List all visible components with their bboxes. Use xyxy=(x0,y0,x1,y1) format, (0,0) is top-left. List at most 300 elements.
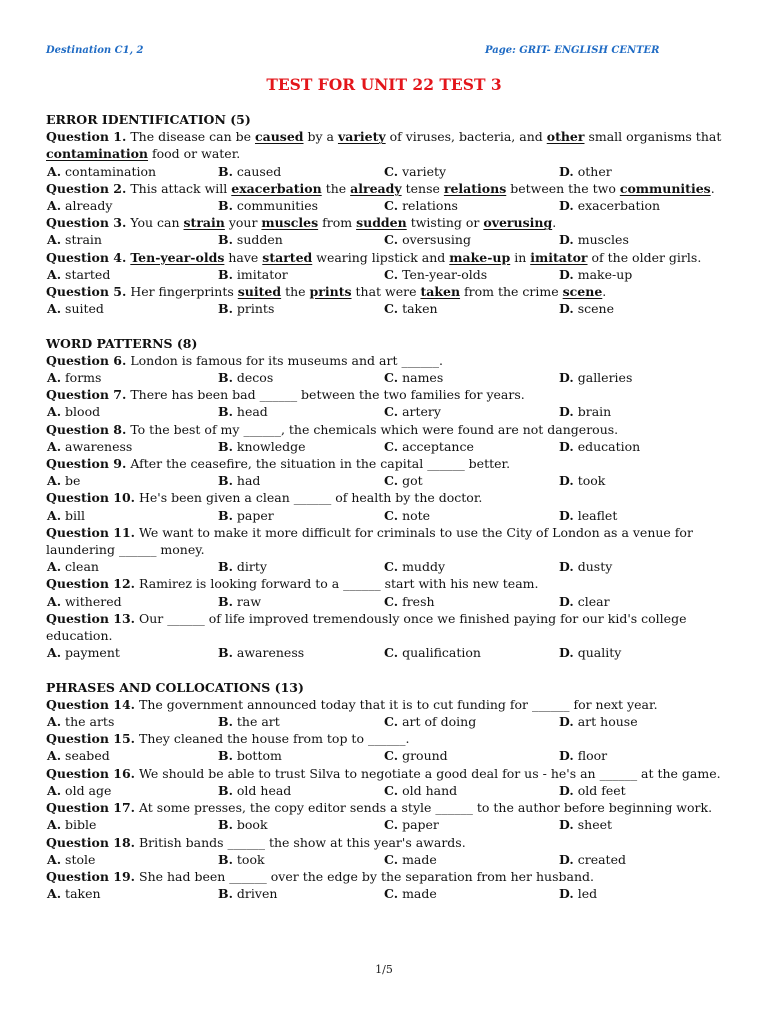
question-number: Question 6. xyxy=(46,352,127,368)
question-item xyxy=(46,730,728,764)
question-item xyxy=(46,524,728,576)
option-letter: A. xyxy=(47,886,62,902)
option-text: muscles xyxy=(577,232,629,248)
underlined-word: strain xyxy=(183,215,225,231)
option-letter: C. xyxy=(384,232,399,248)
option-text: make-up xyxy=(577,266,633,282)
question-fragment: of viruses, bacteria, and xyxy=(385,129,547,145)
option-a xyxy=(47,593,218,610)
option-text: fresh xyxy=(402,593,435,609)
question-item xyxy=(46,249,728,283)
question-item xyxy=(46,455,728,489)
answer-options xyxy=(46,593,728,610)
question-item xyxy=(46,575,728,609)
question-number: Question 7. xyxy=(46,387,127,403)
option-letter: A. xyxy=(47,645,62,661)
option-d xyxy=(559,507,728,524)
option-letter: A. xyxy=(47,163,62,179)
option-b xyxy=(218,472,384,489)
option-text: acceptance xyxy=(402,438,474,454)
underlined-word: already xyxy=(350,180,402,196)
option-letter: D. xyxy=(559,559,574,575)
question-number: Question 18. xyxy=(46,834,136,850)
option-d xyxy=(559,369,728,386)
question-number: Question 4. xyxy=(46,249,127,265)
question-fragment: tense xyxy=(401,180,444,196)
question-fragment: . xyxy=(552,215,557,231)
question-number: Question 16. xyxy=(46,765,136,781)
option-text: started xyxy=(65,266,111,282)
option-text: payment xyxy=(65,645,120,661)
option-text: taken xyxy=(402,301,438,317)
option-text: old feet xyxy=(577,782,626,798)
option-letter: B. xyxy=(218,714,233,730)
option-text: got xyxy=(402,473,423,489)
option-d xyxy=(559,885,728,902)
question-fragment: They cleaned the house from top to ______. xyxy=(139,731,410,747)
option-text: seabed xyxy=(65,748,110,764)
question-text xyxy=(46,730,728,747)
option-text: qualification xyxy=(402,645,481,661)
option-letter: B. xyxy=(218,782,233,798)
option-letter: D. xyxy=(559,645,574,661)
option-text: old age xyxy=(65,782,112,798)
option-a xyxy=(47,163,218,180)
option-b xyxy=(218,644,384,661)
option-text: names xyxy=(402,370,444,386)
option-c xyxy=(384,747,559,764)
option-text: leaflet xyxy=(577,507,618,523)
option-text: had xyxy=(236,473,261,489)
question-fragment: your xyxy=(224,215,262,231)
option-c xyxy=(384,593,559,610)
option-letter: D. xyxy=(559,232,574,248)
question-item xyxy=(46,610,728,662)
option-a xyxy=(47,782,218,799)
option-text: head xyxy=(236,404,268,420)
option-d xyxy=(559,472,728,489)
header-center-name: Page: GRIT- ENGLISH CENTER xyxy=(485,45,660,56)
question-number: Question 15. xyxy=(46,731,136,747)
question-text xyxy=(46,524,728,558)
option-letter: B. xyxy=(218,817,233,833)
section-heading: ERROR IDENTIFICATION (5) xyxy=(46,112,251,127)
option-letter: C. xyxy=(384,370,399,386)
option-letter: A. xyxy=(47,404,62,420)
option-a xyxy=(47,438,218,455)
option-letter: A. xyxy=(47,559,62,575)
option-c xyxy=(384,300,559,317)
option-letter: C. xyxy=(384,404,399,420)
question-item xyxy=(46,765,728,799)
question-item xyxy=(46,128,728,180)
question-fragment: Ramirez is looking forward to a ______ start with his new team. xyxy=(139,576,539,592)
option-text: note xyxy=(402,507,431,523)
option-b xyxy=(218,197,384,214)
option-b xyxy=(218,558,384,575)
option-text: suited xyxy=(65,301,104,317)
option-a xyxy=(47,816,218,833)
option-text: floor xyxy=(577,748,608,764)
option-text: artery xyxy=(402,404,441,420)
option-letter: A. xyxy=(47,198,62,214)
section-heading: PHRASES AND COLLOCATIONS (13) xyxy=(46,679,304,695)
option-letter: D. xyxy=(559,163,574,179)
answer-options xyxy=(46,369,728,386)
option-letter: D. xyxy=(559,301,574,317)
option-text: the art xyxy=(236,714,280,730)
option-letter: B. xyxy=(218,886,233,902)
question-number: Question 11. xyxy=(46,524,136,540)
question-fragment: We want to make it more difficult for criminals to use the City of London as a venue for laundering ______ money. xyxy=(46,524,693,558)
underlined-word: contamination xyxy=(46,146,149,162)
option-letter: C. xyxy=(384,473,399,489)
question-text xyxy=(46,180,728,197)
answer-options xyxy=(46,713,728,730)
option-letter: C. xyxy=(384,817,399,833)
underlined-word: started xyxy=(262,249,313,265)
option-text: bible xyxy=(65,817,97,833)
option-c xyxy=(384,644,559,661)
option-c xyxy=(384,197,559,214)
option-b xyxy=(218,231,384,248)
option-letter: D. xyxy=(559,886,574,902)
question-fragment: small organisms that xyxy=(584,129,722,145)
option-letter: A. xyxy=(47,817,62,833)
option-text: ground xyxy=(402,748,448,764)
option-text: muddy xyxy=(402,559,446,575)
option-text: stole xyxy=(65,851,96,867)
option-letter: C. xyxy=(384,438,399,454)
question-number: Question 1. xyxy=(46,129,127,145)
question-fragment: He's been given a clean ______ of health by the doctor. xyxy=(139,490,483,506)
question-fragment: between the two xyxy=(506,180,620,196)
option-a xyxy=(47,403,218,420)
option-c xyxy=(384,438,559,455)
question-fragment: London is famous for its museums and art ______. xyxy=(130,352,443,368)
option-letter: C. xyxy=(384,782,399,798)
question-item xyxy=(46,868,728,902)
question-fragment: She had been ______ over the edge by the separation from her husband. xyxy=(139,868,594,884)
underlined-word: variety xyxy=(337,129,386,145)
option-a xyxy=(47,300,218,317)
underlined-word: communities xyxy=(619,180,711,196)
option-d xyxy=(559,403,728,420)
option-d xyxy=(559,747,728,764)
option-letter: D. xyxy=(559,507,574,523)
underlined-word: overusing xyxy=(483,215,553,231)
option-letter: A. xyxy=(47,370,62,386)
question-number: Question 12. xyxy=(46,576,136,592)
option-b xyxy=(218,369,384,386)
option-a xyxy=(47,231,218,248)
question-fragment: from the crime xyxy=(460,284,563,300)
option-letter: D. xyxy=(559,782,574,798)
option-letter: C. xyxy=(384,301,399,317)
option-text: contamination xyxy=(65,163,157,179)
option-b xyxy=(218,403,384,420)
option-text: exacerbation xyxy=(577,198,661,214)
option-letter: B. xyxy=(218,645,233,661)
option-letter: D. xyxy=(559,198,574,214)
option-d xyxy=(559,558,728,575)
option-a xyxy=(47,885,218,902)
option-text: the arts xyxy=(65,714,115,730)
question-fragment: food or water. xyxy=(148,146,241,162)
question-fragment: British bands ______ the show at this year's awards. xyxy=(139,834,466,850)
option-text: old head xyxy=(236,782,292,798)
option-letter: C. xyxy=(384,163,399,179)
option-letter: B. xyxy=(218,438,233,454)
option-letter: A. xyxy=(47,851,62,867)
answer-options xyxy=(46,438,728,455)
option-text: other xyxy=(577,163,612,179)
option-a xyxy=(47,851,218,868)
question-fragment: wearing lipstick and xyxy=(312,249,450,265)
option-c xyxy=(384,558,559,575)
option-d xyxy=(559,266,728,283)
option-letter: B. xyxy=(218,301,233,317)
option-text: forms xyxy=(65,370,102,386)
question-text xyxy=(46,610,728,644)
option-text: awareness xyxy=(236,645,305,661)
option-letter: A. xyxy=(47,266,62,282)
question-number: Question 19. xyxy=(46,868,136,884)
question-item xyxy=(46,352,728,386)
option-text: old hand xyxy=(402,782,458,798)
option-letter: B. xyxy=(218,507,233,523)
option-c xyxy=(384,782,559,799)
question-fragment: We should be able to trust Silva to negotiate a good deal for us - he's an ______ at the game. xyxy=(139,765,721,781)
question-number: Question 8. xyxy=(46,421,127,437)
question-item xyxy=(46,283,728,317)
option-text: quality xyxy=(577,645,622,661)
test-section xyxy=(46,335,728,662)
option-text: brain xyxy=(577,404,612,420)
option-letter: A. xyxy=(47,473,62,489)
question-fragment: The disease can be xyxy=(130,129,255,145)
question-fragment: from xyxy=(318,215,357,231)
question-text xyxy=(46,249,728,266)
option-letter: C. xyxy=(384,645,399,661)
answer-options xyxy=(46,558,728,575)
answer-options xyxy=(46,747,728,764)
underlined-word: relations xyxy=(443,180,507,196)
question-text xyxy=(46,421,728,438)
question-text xyxy=(46,834,728,851)
answer-options xyxy=(46,885,728,902)
option-text: paper xyxy=(402,817,439,833)
option-letter: B. xyxy=(218,748,233,764)
page-number: 1/5 xyxy=(375,963,393,976)
option-letter: C. xyxy=(384,198,399,214)
underlined-word: scene xyxy=(562,284,603,300)
answer-options xyxy=(46,851,728,868)
option-letter: D. xyxy=(559,593,574,609)
option-letter: B. xyxy=(218,473,233,489)
option-text: dusty xyxy=(577,559,613,575)
question-fragment: After the ceasefire, the situation in the capital ______ better. xyxy=(130,456,511,472)
option-letter: D. xyxy=(559,817,574,833)
question-item xyxy=(46,214,728,248)
option-text: variety xyxy=(402,163,447,179)
underlined-word: make-up xyxy=(449,249,511,265)
option-d xyxy=(559,231,728,248)
option-letter: A. xyxy=(47,232,62,248)
question-fragment: The government announced today that it is to cut funding for ______ for next year. xyxy=(139,696,658,712)
option-text: awareness xyxy=(65,438,133,454)
option-d xyxy=(559,851,728,868)
option-c xyxy=(384,507,559,524)
option-d xyxy=(559,300,728,317)
question-fragment: To the best of my ______, the chemicals which were found are not dangerous. xyxy=(130,421,619,437)
question-text xyxy=(46,696,728,713)
question-fragment: by a xyxy=(303,129,338,145)
question-item xyxy=(46,834,728,868)
option-d xyxy=(559,713,728,730)
option-b xyxy=(218,747,384,764)
option-text: blood xyxy=(65,404,101,420)
option-letter: D. xyxy=(559,370,574,386)
option-text: taken xyxy=(65,886,101,902)
question-fragment: in xyxy=(510,249,531,265)
option-d xyxy=(559,438,728,455)
question-fragment: twisting or xyxy=(406,215,484,231)
question-fragment: Her fingerprints xyxy=(130,284,238,300)
option-a xyxy=(47,266,218,283)
option-a xyxy=(47,369,218,386)
option-text: led xyxy=(577,886,598,902)
question-text xyxy=(46,128,728,162)
option-c xyxy=(384,403,559,420)
option-c xyxy=(384,266,559,283)
option-letter: D. xyxy=(559,714,574,730)
option-letter: A. xyxy=(47,593,62,609)
option-letter: B. xyxy=(218,851,233,867)
option-d xyxy=(559,593,728,610)
option-letter: C. xyxy=(384,851,399,867)
option-letter: D. xyxy=(559,438,574,454)
test-title: TEST FOR UNIT 22 TEST 3 xyxy=(266,75,502,94)
option-a xyxy=(47,558,218,575)
option-text: prints xyxy=(236,301,275,317)
question-text xyxy=(46,214,728,231)
option-c xyxy=(384,816,559,833)
question-text xyxy=(46,575,728,592)
option-a xyxy=(47,713,218,730)
option-letter: D. xyxy=(559,748,574,764)
option-b xyxy=(218,593,384,610)
question-fragment: At some presses, the copy editor sends a style ______ to the author before beginning work. xyxy=(139,800,713,816)
option-text: communities xyxy=(236,198,319,214)
answer-options xyxy=(46,266,728,283)
option-letter: C. xyxy=(384,593,399,609)
question-number: Question 13. xyxy=(46,610,136,626)
option-letter: C. xyxy=(384,507,399,523)
option-text: galleries xyxy=(577,370,633,386)
option-text: scene xyxy=(577,301,614,317)
underlined-word: exacerbation xyxy=(231,180,322,196)
question-number: Question 17. xyxy=(46,800,136,816)
question-item xyxy=(46,696,728,730)
option-letter: A. xyxy=(47,748,62,764)
answer-options xyxy=(46,197,728,214)
option-b xyxy=(218,885,384,902)
question-number: Question 14. xyxy=(46,696,136,712)
option-text: clean xyxy=(65,559,99,575)
option-text: sheet xyxy=(577,817,613,833)
answer-options xyxy=(46,231,728,248)
option-letter: A. xyxy=(47,301,62,317)
underlined-word: other xyxy=(546,129,585,145)
option-text: decos xyxy=(236,370,274,386)
option-letter: B. xyxy=(218,163,233,179)
question-text xyxy=(46,489,728,506)
question-fragment: . xyxy=(710,180,715,196)
question-fragment: You can xyxy=(130,215,184,231)
option-a xyxy=(47,472,218,489)
underlined-word: muscles xyxy=(261,215,319,231)
option-b xyxy=(218,163,384,180)
option-d xyxy=(559,644,728,661)
option-text: raw xyxy=(236,593,262,609)
question-fragment: the xyxy=(321,180,351,196)
answer-options xyxy=(46,163,728,180)
option-text: caused xyxy=(236,163,282,179)
question-text xyxy=(46,455,728,472)
option-c xyxy=(384,369,559,386)
option-text: driven xyxy=(236,886,278,902)
option-b xyxy=(218,507,384,524)
option-text: art of doing xyxy=(402,714,477,730)
question-number: Question 9. xyxy=(46,456,127,472)
option-text: dirty xyxy=(236,559,267,575)
option-text: already xyxy=(65,198,113,214)
option-d xyxy=(559,782,728,799)
option-text: sudden xyxy=(236,232,283,248)
question-text xyxy=(46,352,728,369)
question-item xyxy=(46,799,728,833)
answer-options xyxy=(46,300,728,317)
option-d xyxy=(559,163,728,180)
option-letter: B. xyxy=(218,593,233,609)
question-fragment: . xyxy=(602,284,607,300)
test-section xyxy=(46,111,728,317)
option-text: strain xyxy=(65,232,102,248)
option-text: bottom xyxy=(236,748,282,764)
option-text: knowledge xyxy=(236,438,306,454)
option-text: made xyxy=(402,886,437,902)
option-text: Ten-year-olds xyxy=(402,266,488,282)
option-c xyxy=(384,851,559,868)
question-number: Question 3. xyxy=(46,215,127,231)
answer-options xyxy=(46,472,728,489)
option-text: clear xyxy=(577,593,610,609)
option-a xyxy=(47,644,218,661)
option-letter: C. xyxy=(384,886,399,902)
option-d xyxy=(559,816,728,833)
option-b xyxy=(218,300,384,317)
option-text: art house xyxy=(577,714,638,730)
underlined-word: Ten-year-olds xyxy=(130,249,225,265)
option-letter: C. xyxy=(384,748,399,764)
option-letter: D. xyxy=(559,473,574,489)
option-text: book xyxy=(236,817,268,833)
option-b xyxy=(218,713,384,730)
test-content xyxy=(46,111,728,902)
option-letter: D. xyxy=(559,404,574,420)
question-fragment: the xyxy=(281,284,310,300)
